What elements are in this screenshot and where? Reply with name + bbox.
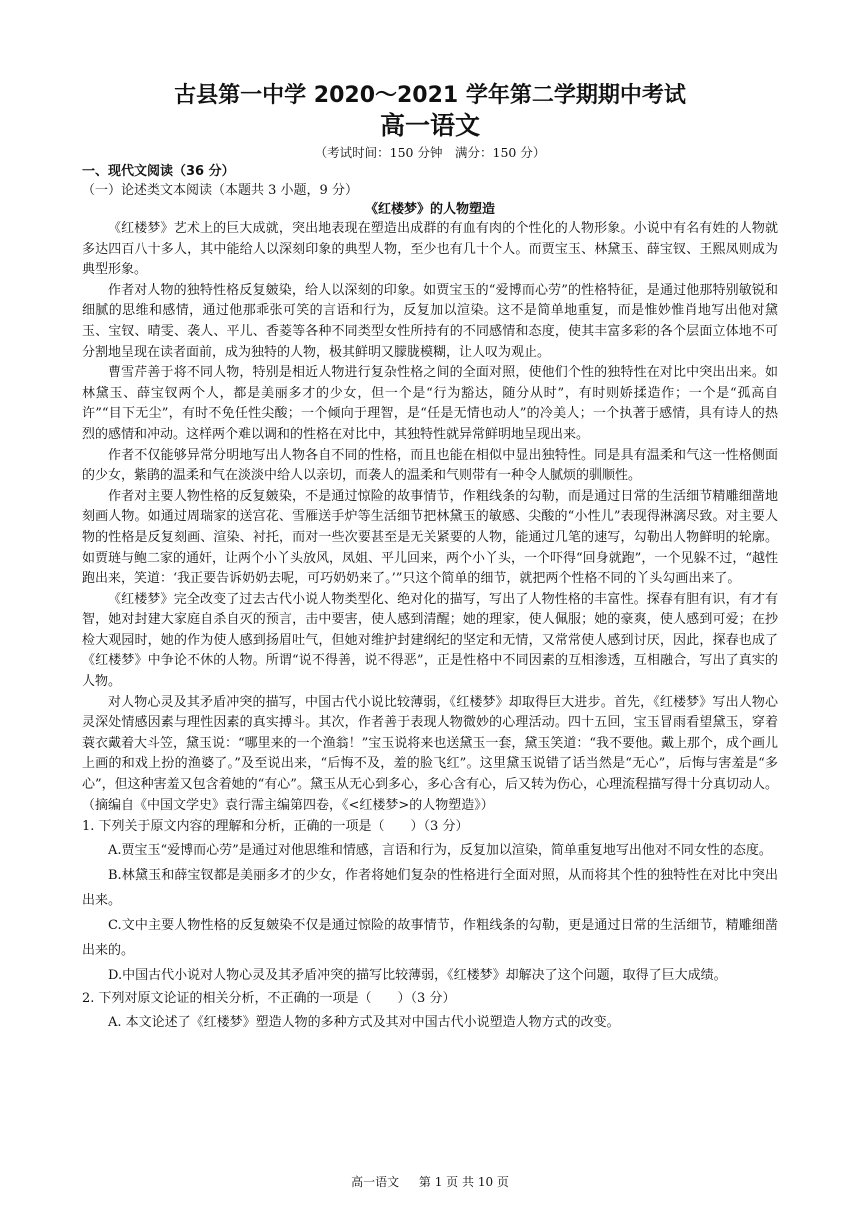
question-2 [82, 988, 778, 1035]
article-paragraph: 对人物心灵及其矛盾冲突的描写，中国古代小说比较薄弱，《红楼梦》却取得巨大进步。首先，《红楼梦》写出人物心灵深处情感因素与理性因素的真实搏斗。其次，作者善于表现人物微妙的心理活动。四十五回，宝玉冒雨看望黛玉，穿着蓑衣戴着大斗笠，黛玉说：“哪里来的一个渔翁！”宝玉说将来也送黛玉一套，黛玉笑道：“我不要他。戴上那个，成个画儿上画的和戏上扮的渔婆了。”及至说出来，“后悔不及，羞的脸飞红”。这里黛玉说错了话当然是“无心”，后悔与害羞是“多心”，但这种害羞又包含着她的“有心”。黛玉从无心到多心，多心含有心，后又转为伤心，心理流程描写得十分真切动人。 [82, 694, 778, 793]
option-c: C.文中主要人物性格的反复皴染不仅是通过惊险的故事情节，作粗线条的勾勒，更是通过日常的生活细节，精雕细凿出来的。 [82, 918, 778, 959]
footer-subject: 高一语文 [351, 1175, 400, 1189]
footer-page-number: 第 1 页 共 10 页 [418, 1175, 509, 1189]
article-paragraph: 《红楼梦》艺术上的巨大成就，突出地表现在塑造出成群的有血有肉的个性化的人物形象。小说中有名有姓的人物就多达四百八十多人，其中能给人以深刻印象的典型人物，至少也有几十个人。而贾宝玉、林黛玉、薛宝钗、王熙凤则成为典型形象。 [82, 221, 778, 278]
article-title: 《红楼梦》的人物塑造 [364, 202, 495, 217]
option-b: B.林黛玉和薛宝钗都是美丽多才的少女，作者将她们复杂的性格进行全面对照，从而将其个性的独特性在对比中突出出来。 [82, 868, 778, 909]
article-source: （摘编自《中国文学史》袁行霈主编第四卷，《<红楼梦>的人物塑造》） [82, 797, 494, 813]
section-heading: 一、现代文阅读（36 分） [82, 164, 235, 179]
article-paragraph: 作者对人物的独特性格反复皴染，给人以深刻的印象。如贾宝玉的“爱博而心劳”的性格特征，是通过他那特别敏锐和细腻的思维和感情，通过他那乖张可笑的言语和行为，反复加以渲染。这不是简单地重复，而是惟妙惟肖地写出他对黛玉、宝钗、晴雯、袭人、平儿、香菱等各种不同类型女性所持有的不同感情和态度，使其丰富多彩的各个层面立体地不可分割地呈现在读者面前，成为独特的人物，极其鲜明又朦胧模糊，让人叹为观止。 [82, 282, 778, 360]
question-stem: 2. 下列对原文论证的相关分析，不正确的一项是（ ）（3 分） [82, 991, 456, 1007]
article-paragraph: 作者不仅能够异常分明地写出人物各自不同的性格，而且也能在相似中显出独特性。同是具有温柔和气这一性格侧面的少女，紫鹃的温柔和气在淡淡中给人以亲切，而袭人的温柔和气则带有一种令人腻烦的驯顺性。 [82, 447, 778, 484]
exam-page [82, 82, 778, 1035]
article-paragraph: 作者对主要人物性格的反复皴染，不是通过惊险的故事情节，作粗线条的勾勒，而是通过日常的生活细节精雕细凿地刻画人物。如通过周瑞家的送宫花、雪雁送手炉等生活细节把林黛玉的敏感、尖酸的“小性儿”表现得淋漓尽致。对主要人物的性格是反复刻画、渲染、衬托，而对一些次要甚至是无关紧要的人物，能通过几笔的速写，勾勒出人物鲜明的轮廓。如贾琏与鲍二家的通奸，让两个小丫头放风，凤姐、平儿回来，两个小丫头，一个吓得“回身就跑”，一个见躲不过，“越性跑出来，笑道：‘我正要告诉奶奶去呢，可巧奶奶来了。’”只这个简单的细节，就把两个性格不同的丫头勾画出来了。 [82, 488, 778, 587]
article-paragraph: 曹雪芹善于将不同人物，特别是相近人物进行复杂性格之间的全面对照，使他们个性的独特性在对比中突出出来。如林黛玉、薛宝钗两个人，都是美丽多才的少女，但一个是“行为豁达，随分从时”，有时则娇揉造作；一个是“孤高自许”“目下无尘”，有时不免任性尖酸；一个倾向于理智，是“任是无情也动人”的冷美人；一个执著于感情，具有诗人的热烈的感情和冲动。这样两个难以调和的性格在对比中，其独特性就异常鲜明地呈现出来。 [82, 365, 778, 442]
exam-info: （考试时间：150 分钟 满分：150 分） [314, 145, 546, 160]
exam-title: 古县第一中学 2020～2021 学年第二学期期中考试 [174, 83, 686, 108]
question-stem: 1. 下列关于原文内容的理解和分析，正确的一项是（ ）（3 分） [82, 819, 469, 835]
article-paragraph: 《红楼梦》完全改变了过去古代小说人物类型化、绝对化的描写，写出了人物性格的丰富性。探春有胆有识，有才有智，她对封建大家庭自杀自灭的预言，击中要害，使人感到清醒；她的理家，使人佩服；她的豪爽，使人感到可爱；在抄检大观园时，她的作为使人感到扬眉吐气，但她对维护封建纲纪的坚定和无情，又常常使人感到讨厌，因此，探春也成了《红楼梦》中争论不休的人物。所谓“说不得善，说不得恶”，正是性格中不同因素的互相渗透，互相融合，写出了真实的人物。 [82, 591, 778, 690]
question-1 [82, 816, 778, 988]
subject-title: 高一语文 [379, 111, 480, 140]
article-body [82, 219, 778, 796]
option-a: A. 本文论述了《红楼梦》塑造人物的多种方式及其对中国古代小说塑造人物方式的改变。 [108, 1015, 620, 1031]
option-d: D.中国古代小说对人物心灵及其矛盾冲突的描写比较薄弱，《红楼梦》却解决了这个问题，取得了巨大成绩。 [108, 968, 727, 984]
part-heading: （一）论述类文本阅读（本题共 3 小题，9 分） [82, 183, 358, 198]
page-footer [0, 1174, 860, 1190]
option-a: A.贾宝玉“爱博而心劳”是通过对他思维和情感，言语和行为，反复加以渲染，简单重复地写出他对不同女性的态度。 [108, 843, 772, 859]
